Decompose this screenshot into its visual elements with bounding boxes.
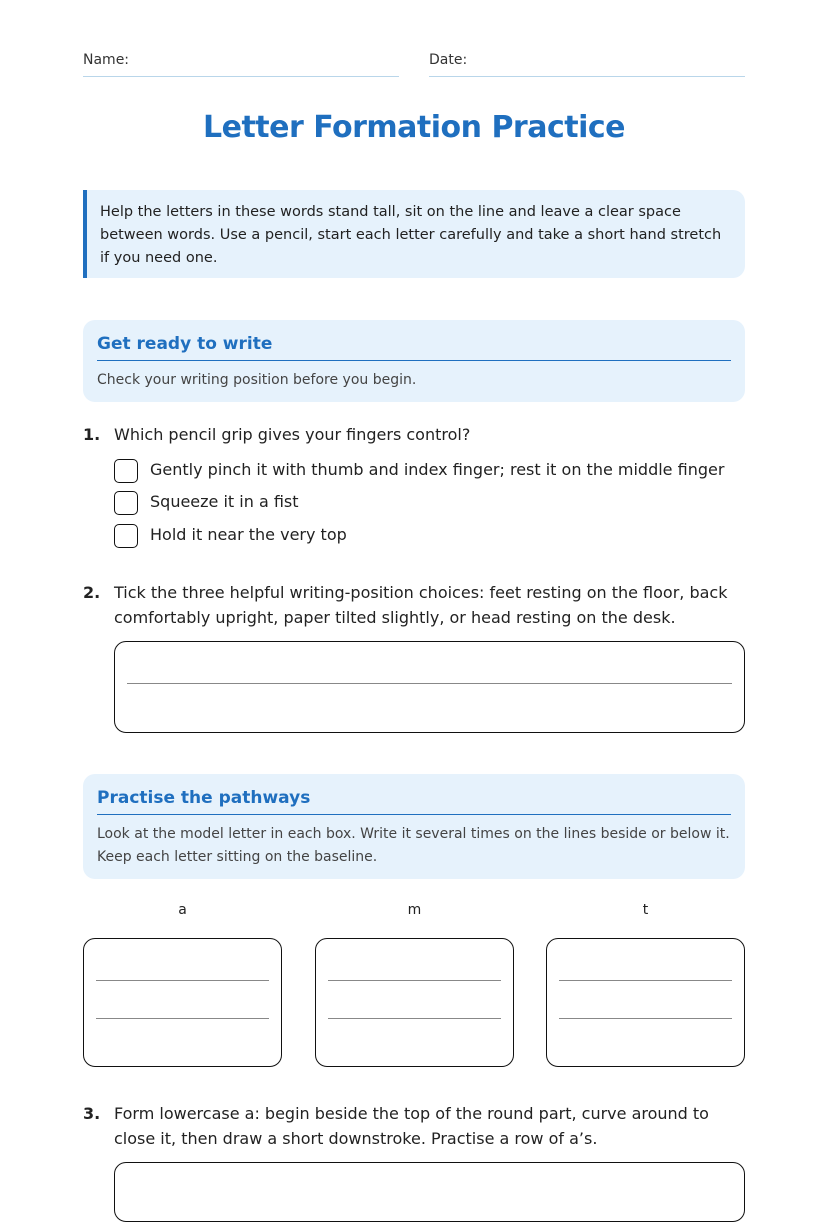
checkbox[interactable] xyxy=(114,491,138,515)
writing-line xyxy=(96,1018,269,1019)
writing-line xyxy=(328,980,501,981)
date-label: Date: xyxy=(429,52,468,68)
answer-box[interactable] xyxy=(114,1162,745,1222)
model-letter-a: a xyxy=(178,902,187,918)
section-heading: Get ready to write xyxy=(97,334,731,361)
question-text: Form lowercase a: begin beside the top of the round part, curve around to close it, then draw a short downstroke. Practise a row of a’s. xyxy=(114,1104,709,1148)
intro-callout: Help the letters in these words stand tall, sit on the line and leave a clear space between words. Use a pencil, start each letter carefully and take a short hand stretch if you need one. xyxy=(83,190,745,278)
checkbox[interactable] xyxy=(114,459,138,483)
writing-line xyxy=(96,980,269,981)
name-line xyxy=(83,76,399,77)
letter-practice-box-t[interactable] xyxy=(546,938,745,1067)
question-number: 2. xyxy=(83,583,101,602)
name-field[interactable] xyxy=(83,52,399,68)
model-letter-m: m xyxy=(407,902,422,918)
model-letter-t: t xyxy=(642,902,649,918)
page-title: Letter Formation Practice xyxy=(202,110,626,145)
letter-practice-box-m[interactable] xyxy=(315,938,514,1067)
date-field[interactable] xyxy=(429,52,745,68)
section-text: Look at the model letter in each box. Write it several times on the lines beside or below it. Keep each letter sitting on the baseline. xyxy=(97,826,730,865)
option-label: Hold it near the very top xyxy=(150,525,347,544)
date-line xyxy=(429,76,745,77)
question-number: 3. xyxy=(83,1104,101,1123)
writing-line xyxy=(559,1018,732,1019)
question-text: Tick the three helpful writing-position choices: feet resting on the floor, back comfortably upright, paper tilted slightly, or head resting on the desk. xyxy=(114,583,728,627)
letter-practice-box-a[interactable] xyxy=(83,938,282,1067)
checkbox[interactable] xyxy=(114,524,138,548)
question-text: Which pencil grip gives your fingers control? xyxy=(114,425,471,444)
option-label: Squeeze it in a fist xyxy=(150,492,299,511)
question-number: 1. xyxy=(83,425,101,444)
section-text: Check your writing position before you begin. xyxy=(97,372,417,388)
writing-line xyxy=(559,980,732,981)
section-heading: Practise the pathways xyxy=(97,788,731,815)
section-practise-pathways xyxy=(83,774,745,879)
section-get-ready xyxy=(83,320,745,402)
answer-box[interactable] xyxy=(114,641,745,733)
writing-line xyxy=(127,683,732,684)
writing-line xyxy=(328,1018,501,1019)
option-label: Gently pinch it with thumb and index finger; rest it on the middle finger xyxy=(150,460,725,479)
name-label: Name: xyxy=(83,52,130,68)
